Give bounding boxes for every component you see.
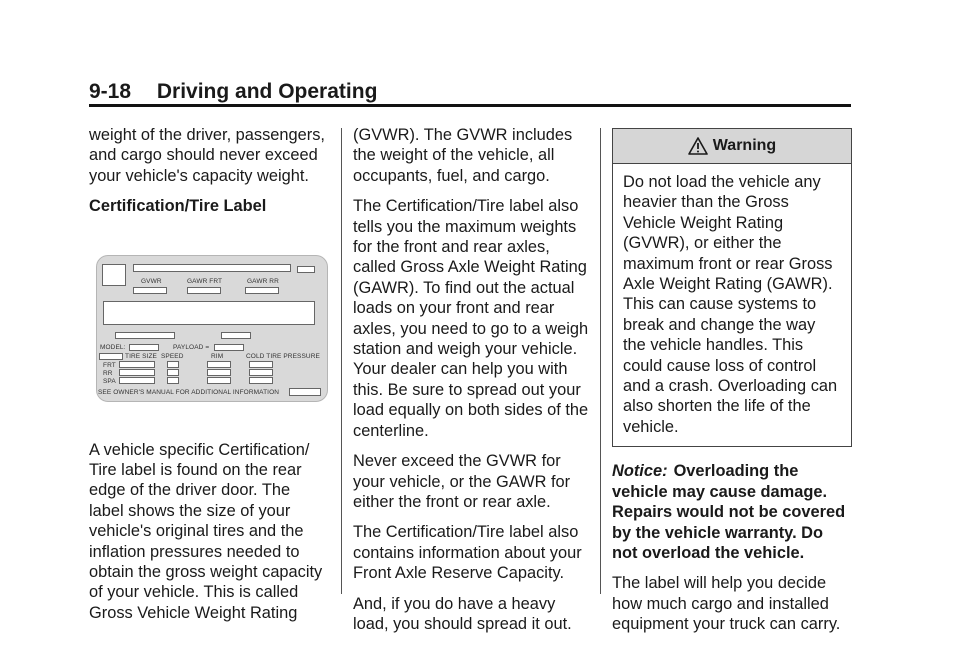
rim-frt-field [207, 361, 231, 368]
spa-label: SPA [103, 377, 116, 385]
paragraph: Never exceed the GVWR for your vehicle, or the GAWR for either the front or rear axle. [353, 452, 571, 511]
speed-frt-field [167, 361, 179, 368]
column-divider [341, 128, 342, 594]
subheading: Certification/Tire Label [89, 197, 267, 216]
pressure-rr-field [249, 369, 273, 376]
label-field [297, 266, 315, 273]
label-field [115, 332, 175, 339]
paragraph: The Certification/Tire label also contains information about your Front Axle Reserve Capacity. [353, 523, 582, 583]
warning-box [612, 128, 852, 447]
warning-title: Warning [712, 136, 777, 154]
notice-text: Overloading the vehicle may cause damage. Repairs would not be covered by the vehicle warranty. Do not overload the vehicle. [612, 462, 846, 562]
page-header [89, 80, 851, 104]
frt-label: FRT [103, 361, 116, 369]
tire-size-label: TIRE SIZE [125, 352, 157, 360]
page-number: 9-18 [89, 80, 132, 103]
paragraph: (GVWR). The GVWR includes the weight of the vehicle, all occupants, fuel, and cargo. [353, 126, 573, 185]
warning-triangle-icon [688, 137, 708, 155]
column-right [612, 125, 852, 645]
paragraph: weight of the driver, passengers, and cargo should never exceed your vehicle's capacity weight. [89, 126, 325, 185]
paragraph: The Certification/Tire label also tells you the maximum weights for the front and rear axles, called Gross Axle Weight Rating (GAWR). To find out the actual loads on your front and rear axles, you need to go to a weigh station and weigh your vehicle. Your dealer can help you with this. Be sure to spread out your load equally on both sides of the centerline. [353, 197, 589, 440]
speed-spa-field [167, 377, 179, 384]
notice-lead: Notice: [612, 462, 668, 481]
label-logo-box [102, 264, 126, 286]
pressure-frt-field [249, 361, 273, 368]
rr-label: RR [103, 369, 113, 377]
model-label: MODEL: [100, 343, 126, 351]
label-field [133, 264, 291, 272]
pressure-spa-field [249, 377, 273, 384]
section-title: Driving and Operating [156, 80, 378, 103]
tire-size-spa-field [119, 377, 155, 384]
gvwr-label: GVWR [141, 277, 162, 285]
paragraph: A vehicle specific Certification/ Tire label is found on the rear edge of the driver door. The label shows the size of your vehicle's original tires and the inflation pressures needed to obtain the gross weight capacity of your vehicle. This is called Gross Vehicle Weight Rating [89, 440, 323, 622]
label-field [289, 388, 321, 396]
rim-label: RIM [211, 352, 224, 360]
warning-body: Do not load the vehicle any heavier than the Gross Vehicle Weight Rating (GVWR), or either the maximum front or rear Gross Axle Weight Rating (GAWR). This can cause systems to break and change the way the vehicle handles. This could cause loss of control and a crash. Overloading can also shorten the life of the vehicle. [623, 173, 838, 436]
gvwr-field [133, 287, 167, 294]
speed-label: SPEED [161, 352, 184, 360]
label-footer-text: SEE OWNER'S MANUAL FOR ADDITIONAL INFORMATION [98, 388, 280, 396]
certification-tire-label-figure [96, 255, 328, 402]
payload-field [214, 344, 244, 351]
rim-spa-field [207, 377, 231, 384]
header-rule [89, 104, 851, 107]
tire-size-rr-field [119, 369, 155, 376]
paragraph: The label will help you decide how much cargo and installed equipment your truck can carry. [612, 574, 841, 634]
payload-label: PAYLOAD = [173, 343, 210, 351]
cold-tire-pressure-label: COLD TIRE PRESSURE [246, 352, 320, 360]
gawr-frt-label: GAWR FRT [187, 277, 223, 285]
label-field [221, 332, 251, 339]
gawr-rr-field [245, 287, 279, 294]
speed-rr-field [167, 369, 179, 376]
tire-size-frt-field [119, 361, 155, 368]
paragraph: And, if you do have a heavy load, you should spread it out. [353, 594, 572, 633]
warning-header [613, 129, 851, 164]
rim-rr-field [207, 369, 231, 376]
gawr-rr-label: GAWR RR [247, 277, 279, 285]
label-field [99, 353, 123, 360]
column-left [89, 125, 329, 633]
label-large-field [103, 301, 315, 325]
column-divider [600, 128, 601, 594]
notice-paragraph [612, 461, 852, 563]
gawr-frt-field [187, 287, 221, 294]
model-field [129, 344, 159, 351]
column-middle [353, 125, 593, 644]
